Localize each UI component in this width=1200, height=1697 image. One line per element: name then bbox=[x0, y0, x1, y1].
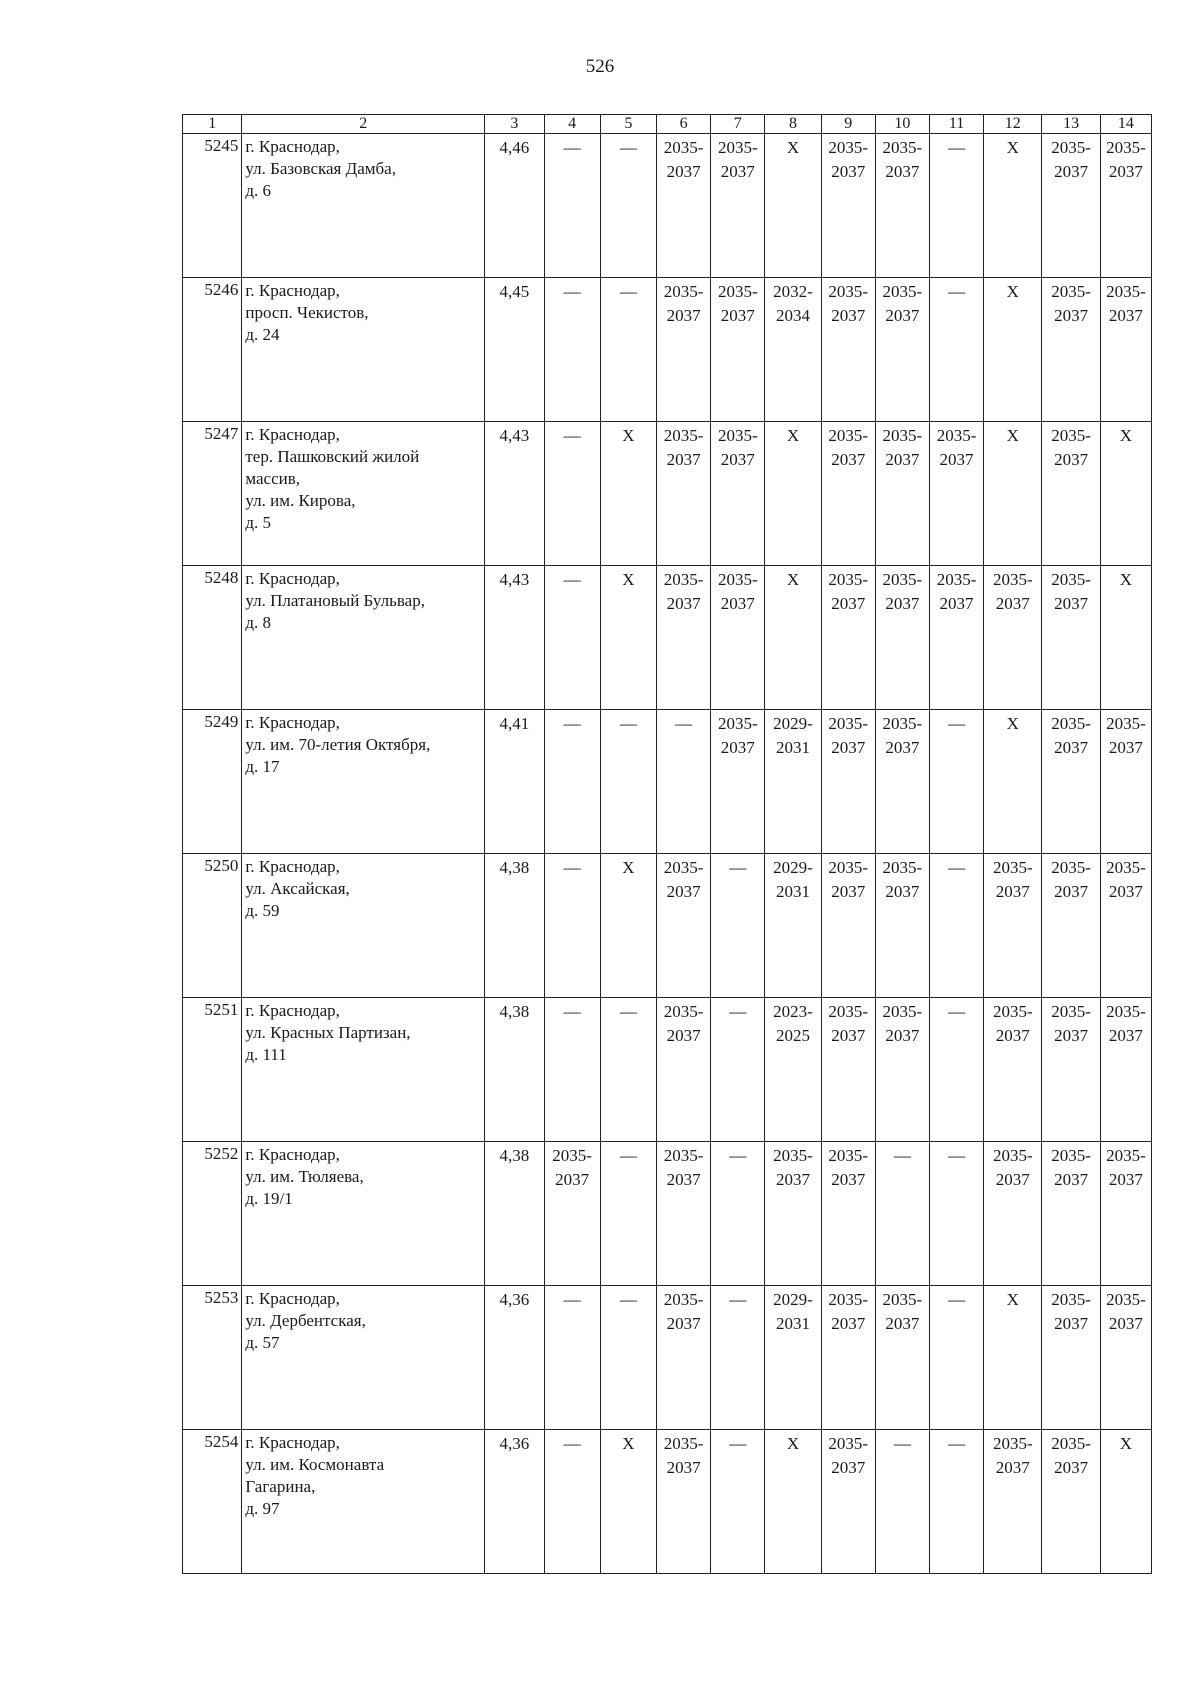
period-cell: — bbox=[929, 1430, 983, 1574]
column-number-header: 2 bbox=[242, 115, 485, 134]
period-cell: 2035- 2037 bbox=[984, 854, 1042, 998]
address-line: д. 24 bbox=[245, 325, 280, 344]
column-number-row bbox=[183, 115, 1152, 134]
period-cell: 2035- 2037 bbox=[657, 1142, 711, 1286]
period-cell: — bbox=[600, 998, 656, 1142]
row-number-cell: 5248 bbox=[183, 566, 242, 710]
address-line: г. Краснодар, bbox=[245, 857, 340, 876]
period-cell: — bbox=[600, 1142, 656, 1286]
period-cell: Х bbox=[765, 134, 821, 278]
period-cell: Х bbox=[984, 710, 1042, 854]
address-line: ул. Дербентская, bbox=[245, 1311, 366, 1330]
address-line: просп. Чекистов, bbox=[245, 303, 369, 322]
period-cell: 2035- 2037 bbox=[821, 710, 875, 854]
period-cell: — bbox=[657, 710, 711, 854]
address-line: г. Краснодар, bbox=[245, 1289, 340, 1308]
period-cell: 2035- 2037 bbox=[1042, 422, 1100, 566]
row-number-cell: 5254 bbox=[183, 1430, 242, 1574]
address-line: г. Краснодар, bbox=[245, 425, 340, 444]
address-cell bbox=[242, 854, 485, 998]
period-cell: 2035- 2037 bbox=[1042, 998, 1100, 1142]
period-cell: Х bbox=[765, 566, 821, 710]
row-number-cell: 5250 bbox=[183, 854, 242, 998]
address-line: ул. им. Тюляева, bbox=[245, 1167, 364, 1186]
period-cell: 2035- 2037 bbox=[1100, 998, 1151, 1142]
address-line: Гагарина, bbox=[245, 1477, 316, 1496]
period-cell: 2035- 2037 bbox=[821, 1286, 875, 1430]
period-cell: — bbox=[711, 1286, 765, 1430]
score-cell: 4,41 bbox=[485, 710, 544, 854]
period-cell: — bbox=[875, 1430, 929, 1574]
period-cell: — bbox=[544, 854, 600, 998]
score-cell: 4,46 bbox=[485, 134, 544, 278]
table-row bbox=[183, 854, 1152, 998]
table-body bbox=[183, 134, 1152, 1574]
column-number-header: 9 bbox=[821, 115, 875, 134]
score-cell: 4,45 bbox=[485, 278, 544, 422]
address-line: ул. им. Космонавта bbox=[245, 1455, 385, 1474]
period-cell: 2035- 2037 bbox=[875, 710, 929, 854]
period-cell: Х bbox=[600, 422, 656, 566]
period-cell: Х bbox=[984, 134, 1042, 278]
address-line: тер. Пашковский жилой bbox=[245, 447, 420, 466]
period-cell: 2035- 2037 bbox=[1042, 278, 1100, 422]
period-cell: 2035- 2037 bbox=[875, 134, 929, 278]
address-cell bbox=[242, 1286, 485, 1430]
period-cell: 2035- 2037 bbox=[821, 422, 875, 566]
period-cell: 2035- 2037 bbox=[875, 422, 929, 566]
table-row bbox=[183, 710, 1152, 854]
column-number-header: 4 bbox=[544, 115, 600, 134]
period-cell: 2032- 2034 bbox=[765, 278, 821, 422]
housing-register-table bbox=[182, 114, 1152, 1574]
address-cell bbox=[242, 1142, 485, 1286]
period-cell: 2035- 2037 bbox=[1042, 134, 1100, 278]
period-cell: 2035- 2037 bbox=[1100, 278, 1151, 422]
period-cell: 2029- 2031 bbox=[765, 854, 821, 998]
address-line: ул. Платановый Бульвар, bbox=[245, 591, 425, 610]
address-line: массив, bbox=[245, 469, 301, 488]
period-cell: Х bbox=[600, 854, 656, 998]
table-row bbox=[183, 1142, 1152, 1286]
period-cell: — bbox=[600, 710, 656, 854]
address-cell bbox=[242, 1430, 485, 1574]
column-number-header: 10 bbox=[875, 115, 929, 134]
period-cell: — bbox=[929, 1142, 983, 1286]
period-cell: 2035- 2037 bbox=[984, 998, 1042, 1142]
period-cell: 2035- 2037 bbox=[875, 1286, 929, 1430]
period-cell: — bbox=[711, 1142, 765, 1286]
period-cell: — bbox=[929, 710, 983, 854]
period-cell: 2029- 2031 bbox=[765, 1286, 821, 1430]
column-number-header: 7 bbox=[711, 115, 765, 134]
period-cell: 2035- 2037 bbox=[984, 1142, 1042, 1286]
period-cell: 2035- 2037 bbox=[711, 134, 765, 278]
score-cell: 4,38 bbox=[485, 1142, 544, 1286]
column-number-header: 12 bbox=[984, 115, 1042, 134]
period-cell: 2035- 2037 bbox=[821, 566, 875, 710]
period-cell: 2035- 2037 bbox=[984, 566, 1042, 710]
column-number-header: 5 bbox=[600, 115, 656, 134]
period-cell: 2029- 2031 bbox=[765, 710, 821, 854]
address-cell bbox=[242, 278, 485, 422]
table-row bbox=[183, 998, 1152, 1142]
period-cell: Х bbox=[984, 422, 1042, 566]
table-row bbox=[183, 278, 1152, 422]
period-cell: — bbox=[544, 998, 600, 1142]
period-cell: Х bbox=[600, 1430, 656, 1574]
period-cell: 2035- 2037 bbox=[929, 422, 983, 566]
address-line: д. 5 bbox=[245, 513, 272, 532]
period-cell: 2035- 2037 bbox=[657, 1286, 711, 1430]
period-cell: 2035- 2037 bbox=[821, 278, 875, 422]
period-cell: — bbox=[929, 998, 983, 1142]
address-line: д. 8 bbox=[245, 613, 272, 632]
period-cell: — bbox=[875, 1142, 929, 1286]
score-cell: 4,36 bbox=[485, 1286, 544, 1430]
address-cell bbox=[242, 422, 485, 566]
period-cell: — bbox=[544, 1430, 600, 1574]
period-cell: 2035- 2037 bbox=[875, 278, 929, 422]
column-number-header: 3 bbox=[485, 115, 544, 134]
period-cell: 2035- 2037 bbox=[1042, 854, 1100, 998]
table-row bbox=[183, 1430, 1152, 1574]
address-line: д. 6 bbox=[245, 181, 272, 200]
address-line: д. 19/1 bbox=[245, 1189, 293, 1208]
table-row bbox=[183, 422, 1152, 566]
address-cell bbox=[242, 566, 485, 710]
row-number-cell: 5253 bbox=[183, 1286, 242, 1430]
period-cell: — bbox=[711, 998, 765, 1142]
score-cell: 4,38 bbox=[485, 854, 544, 998]
period-cell: 2035- 2037 bbox=[657, 1430, 711, 1574]
address-line: д. 97 bbox=[245, 1499, 280, 1518]
period-cell: Х bbox=[765, 422, 821, 566]
address-line: ул. Аксайская, bbox=[245, 879, 350, 898]
period-cell: 2035- 2037 bbox=[821, 854, 875, 998]
period-cell: — bbox=[929, 854, 983, 998]
column-number-header: 14 bbox=[1100, 115, 1151, 134]
period-cell: 2035- 2037 bbox=[875, 998, 929, 1142]
period-cell: 2035- 2037 bbox=[657, 134, 711, 278]
address-line: д. 17 bbox=[245, 757, 280, 776]
score-cell: 4,38 bbox=[485, 998, 544, 1142]
period-cell: — bbox=[711, 854, 765, 998]
address-line: г. Краснодар, bbox=[245, 137, 340, 156]
address-line: г. Краснодар, bbox=[245, 569, 340, 588]
period-cell: — bbox=[544, 422, 600, 566]
address-line: г. Краснодар, bbox=[245, 1145, 340, 1164]
column-number-header: 1 bbox=[183, 115, 242, 134]
period-cell: 2035- 2037 bbox=[821, 1430, 875, 1574]
period-cell: Х bbox=[1100, 566, 1151, 710]
period-cell: 2035- 2037 bbox=[657, 854, 711, 998]
period-cell: 2035- 2037 bbox=[1100, 710, 1151, 854]
page-number: 526 bbox=[585, 56, 615, 77]
table-row bbox=[183, 1286, 1152, 1430]
column-number-header: 11 bbox=[929, 115, 983, 134]
period-cell: 2035- 2037 bbox=[1100, 1142, 1151, 1286]
column-number-header: 8 bbox=[765, 115, 821, 134]
period-cell: 2035- 2037 bbox=[1042, 1430, 1100, 1574]
period-cell: 2035- 2037 bbox=[875, 566, 929, 710]
period-cell: Х bbox=[765, 1430, 821, 1574]
period-cell: 2035- 2037 bbox=[711, 566, 765, 710]
score-cell: 4,43 bbox=[485, 422, 544, 566]
address-line: г. Краснодар, bbox=[245, 713, 340, 732]
score-cell: 4,43 bbox=[485, 566, 544, 710]
period-cell: 2035- 2037 bbox=[657, 278, 711, 422]
period-cell: Х bbox=[1100, 422, 1151, 566]
address-line: г. Краснодар, bbox=[245, 281, 340, 300]
row-number-cell: 5252 bbox=[183, 1142, 242, 1286]
period-cell: Х bbox=[984, 1286, 1042, 1430]
address-line: ул. им. 70-летия Октября, bbox=[245, 735, 431, 754]
period-cell: 2035- 2037 bbox=[1100, 854, 1151, 998]
period-cell: 2035- 2037 bbox=[1042, 1142, 1100, 1286]
period-cell: 2035- 2037 bbox=[821, 134, 875, 278]
period-cell: 2035- 2037 bbox=[929, 566, 983, 710]
period-cell: 2035- 2037 bbox=[765, 1142, 821, 1286]
row-number-cell: 5249 bbox=[183, 710, 242, 854]
period-cell: 2035- 2037 bbox=[1100, 134, 1151, 278]
period-cell: 2035- 2037 bbox=[657, 422, 711, 566]
period-cell: — bbox=[929, 134, 983, 278]
address-cell bbox=[242, 710, 485, 854]
table-row bbox=[183, 566, 1152, 710]
period-cell: 2035- 2037 bbox=[875, 854, 929, 998]
period-cell: 2035- 2037 bbox=[1042, 1286, 1100, 1430]
row-number-cell: 5251 bbox=[183, 998, 242, 1142]
address-line: г. Краснодар, bbox=[245, 1001, 340, 1020]
row-number-cell: 5246 bbox=[183, 278, 242, 422]
period-cell: 2035- 2037 bbox=[1100, 1286, 1151, 1430]
period-cell: — bbox=[929, 1286, 983, 1430]
row-number-cell: 5245 bbox=[183, 134, 242, 278]
period-cell: — bbox=[929, 278, 983, 422]
period-cell: 2035- 2037 bbox=[821, 1142, 875, 1286]
address-line: д. 57 bbox=[245, 1333, 280, 1352]
address-cell bbox=[242, 134, 485, 278]
period-cell: — bbox=[544, 566, 600, 710]
period-cell: 2035- 2037 bbox=[711, 422, 765, 566]
period-cell: — bbox=[711, 1430, 765, 1574]
period-cell: 2035- 2037 bbox=[657, 566, 711, 710]
column-number-header: 6 bbox=[657, 115, 711, 134]
period-cell: — bbox=[544, 278, 600, 422]
period-cell: — bbox=[544, 134, 600, 278]
period-cell: — bbox=[600, 278, 656, 422]
period-cell: 2035- 2037 bbox=[1042, 566, 1100, 710]
period-cell: — bbox=[600, 134, 656, 278]
period-cell: 2035- 2037 bbox=[657, 998, 711, 1142]
column-number-header: 13 bbox=[1042, 115, 1100, 134]
score-cell: 4,36 bbox=[485, 1430, 544, 1574]
period-cell: 2035- 2037 bbox=[821, 998, 875, 1142]
address-line: д. 59 bbox=[245, 901, 280, 920]
period-cell: Х bbox=[600, 566, 656, 710]
period-cell: 2035- 2037 bbox=[711, 710, 765, 854]
period-cell: 2035- 2037 bbox=[1042, 710, 1100, 854]
period-cell: 2023- 2025 bbox=[765, 998, 821, 1142]
address-line: ул. им. Кирова, bbox=[245, 491, 356, 510]
period-cell: — bbox=[600, 1286, 656, 1430]
period-cell: Х bbox=[1100, 1430, 1151, 1574]
address-cell bbox=[242, 998, 485, 1142]
period-cell: Х bbox=[984, 278, 1042, 422]
period-cell: 2035- 2037 bbox=[544, 1142, 600, 1286]
period-cell: 2035- 2037 bbox=[711, 278, 765, 422]
address-line: ул. Базовская Дамба, bbox=[245, 159, 396, 178]
period-cell: 2035- 2037 bbox=[984, 1430, 1042, 1574]
period-cell: — bbox=[544, 1286, 600, 1430]
table-row bbox=[183, 134, 1152, 278]
period-cell: — bbox=[544, 710, 600, 854]
address-line: г. Краснодар, bbox=[245, 1433, 340, 1452]
address-line: д. 111 bbox=[245, 1045, 287, 1064]
address-line: ул. Красных Партизан, bbox=[245, 1023, 411, 1042]
row-number-cell: 5247 bbox=[183, 422, 242, 566]
